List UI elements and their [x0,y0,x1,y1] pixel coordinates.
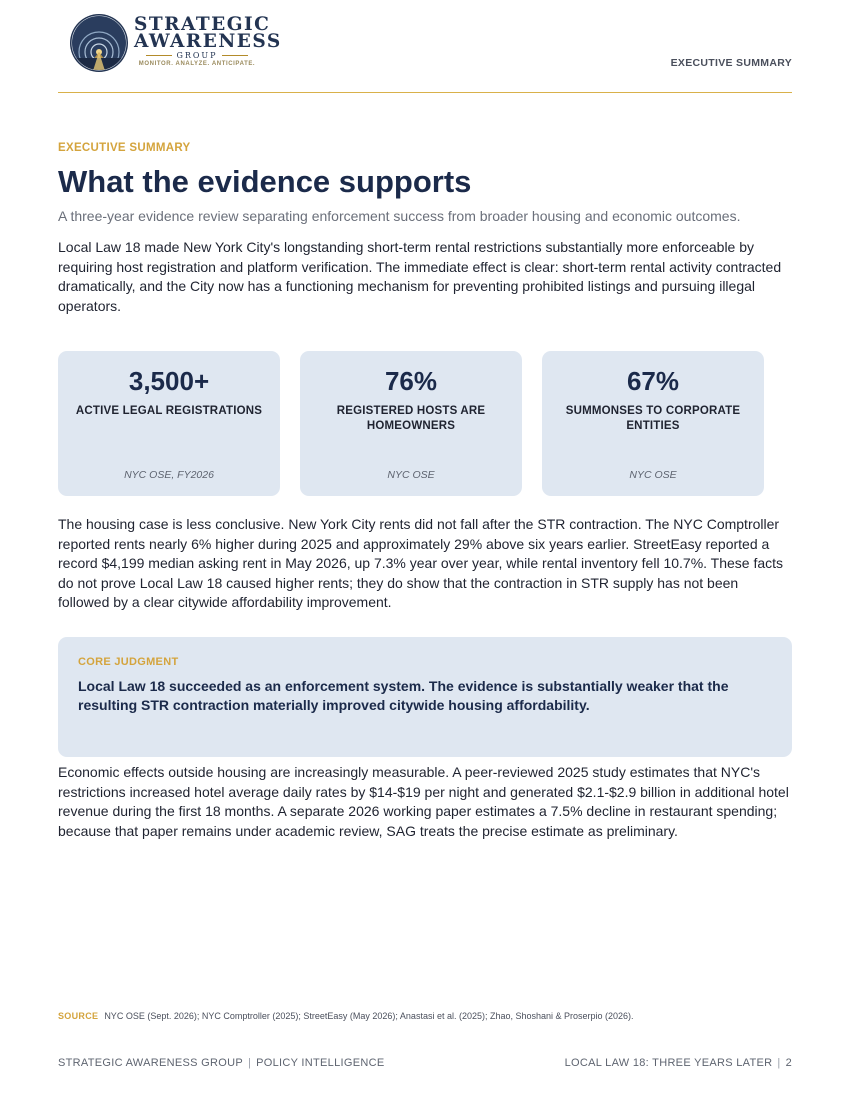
stat-card-corporate-summonses [542,351,764,496]
footer-report-title: LOCAL LAW 18: THREE YEARS LATER [564,1057,773,1069]
brand-line-awareness: AWARENESS [134,31,282,52]
footer-org: STRATEGIC AWARENESS GROUP [58,1057,243,1069]
footer-division: POLICY INTELLIGENCE [256,1057,385,1069]
stat-card-registrations [58,351,280,496]
footer-left [58,1057,385,1069]
callout-text: Local Law 18 succeeded as an enforcement system. The evidence is substantially weaker that the resulting STR contraction materially improved citywide housing affordability. [78,678,729,713]
stat-label: REGISTERED HOSTS ARE HOMEOWNERS [336,405,486,432]
brand-line-group: GROUP [176,51,218,60]
source-label: SOURCE [58,1011,99,1021]
source-note [58,1011,634,1021]
callout-eyebrow: CORE JUDGMENT [78,656,179,668]
lighthouse-beacon-logo-icon [68,12,130,74]
economic-paragraph: Economic effects outside housing are increasingly measurable. A peer-reviewed 2025 study estimates that NYC's restrictions increased hotel average daily rates by $14-$19 per night and generated $2.1-$2.9 billion in additional hotel revenue during the first 18 months. A separate 2026 working paper estimates a 7.5% decline in restaurant spending; because that paper remains under academic review, SAG treats the precise estimate as preliminary. [58,764,789,839]
stat-value: 76% [384,366,438,396]
stat-source: NYC OSE, FY2026 [124,469,214,481]
page-header [58,10,792,93]
page-title: What the evidence supports [58,164,472,199]
stat-source: NYC OSE [629,469,677,481]
brand-rule-right [222,55,248,56]
stat-label: SUMMONSES TO CORPORATE ENTITIES [565,405,741,432]
brand-line-strategic: STRATEGIC [134,14,271,35]
section-eyebrow: EXECUTIVE SUMMARY [58,142,191,154]
stat-card-homeowners [300,351,522,496]
stat-value: 67% [626,366,680,396]
brand-group-row [134,51,260,60]
brand-tagline: MONITOR. ANALYZE. ANTICIPATE. [138,61,256,67]
core-judgment-callout [58,637,792,757]
stat-source: NYC OSE [387,469,435,481]
page-subtitle: A three-year evidence review separating enforcement success from broader housing and economic outcomes. [58,208,741,224]
footer-separator: | [777,1057,781,1069]
footer-right [565,1057,792,1069]
page-number: 2 [785,1057,792,1069]
stat-value: 3,500+ [128,366,210,396]
stat-cards [58,351,764,496]
housing-paragraph: The housing case is less conclusive. New York City rents did not fall after the STR contraction. The NYC Comptroller reported rents nearly 6% higher during 2025 and approximately 29% above six years earlier. StreetEasy reported a record $4,199 median asking rent in May 2026, up 7.3% year over year, while rental inventory fell 10.7%. These facts do not prove Local Law 18 caused higher rents; they do show that the contraction in STR supply has not been followed by a clear citywide affordability improvement. [58,516,784,611]
brand-rule-left [146,55,172,56]
stat-label: ACTIVE LEGAL REGISTRATIONS [75,405,263,417]
intro-paragraph: Local Law 18 made New York City's longstanding short-term rental restrictions substantially more enforceable by requiring host registration and platform verification. The immediate effect is clear: short-term rental activity contracted dramatically, and the City now has a functioning mechanism for preventing prohibited listings and pursuing illegal operators. [58,239,782,314]
footer-separator: | [247,1057,252,1069]
header-section-label: EXECUTIVE SUMMARY [670,57,792,69]
source-text: NYC OSE (Sept. 2026); NYC Comptroller (2025); StreetEasy (May 2026); Anastasi et al. (2025); Zhao, Shoshani & Proserpio (2026). [104,1011,634,1021]
brand-wordmark [134,14,282,67]
